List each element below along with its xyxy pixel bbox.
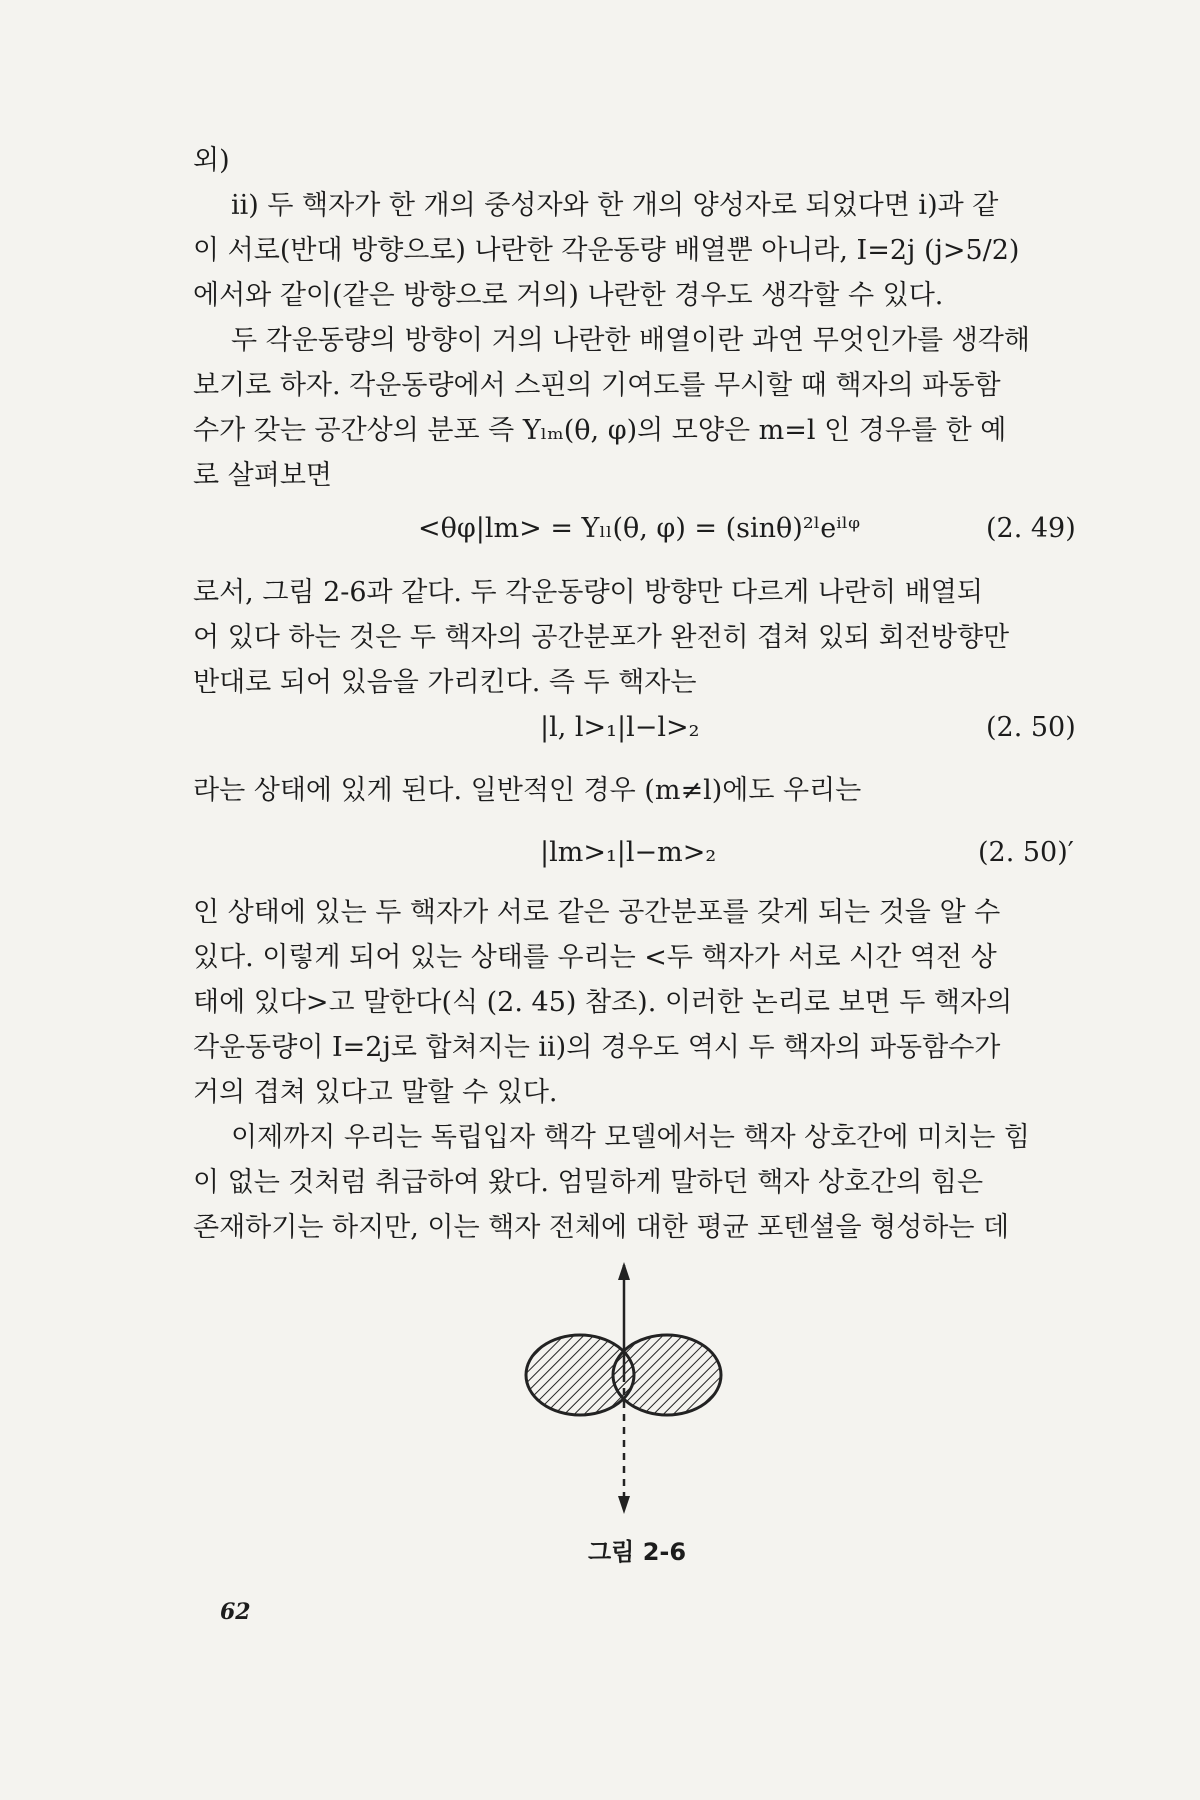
paragraph-figure-ref: [193, 570, 1075, 705]
text-line: 보기로 하자. 각운동량에서 스핀의 기여도를 무시할 때 핵자의 파동함: [193, 370, 1001, 401]
equation-number: (2. 50)′: [978, 837, 1074, 868]
equation-number: (2. 49): [986, 513, 1076, 544]
text-line: 이 서로(반대 방향으로) 나란한 각운동량 배열뿐 아니라, I=2j (j>5/2): [193, 235, 1020, 266]
text-line: 있다. 이렇게 되어 있는 상태를 우리는 <두 핵자가 서로 시간 역전 상: [193, 942, 997, 973]
equation-2-50: |l, l>₁|l−l>₂: [540, 712, 700, 743]
text-line: 외): [193, 145, 230, 176]
equation-2-50-prime: |lm>₁|l−m>₂: [540, 837, 717, 868]
paragraph-time-reversal: [193, 890, 1075, 1115]
text-line: 인 상태에 있는 두 핵자가 서로 같은 공간분포를 갖게 되는 것을 알 수: [193, 897, 1001, 928]
paragraph-ii: [193, 138, 1075, 318]
text-line: 수가 갖는 공간상의 분포 즉 Yₗₘ(θ, φ)의 모양은 m=l 인 경우를 한 예: [193, 415, 1007, 446]
text-line: 로서, 그림 2-6과 같다. 두 각운동량이 방향만 다르게 나란히 배열되: [193, 577, 983, 608]
down-arrowhead: [618, 1496, 630, 1514]
text-line: 두 각운동량의 방향이 거의 나란한 배열이란 과연 무엇인가를 생각해: [231, 325, 1030, 356]
paragraph-independent-particle: [193, 1115, 1075, 1250]
text-line: 로 살펴보면: [193, 460, 332, 491]
text-line: 거의 겹쳐 있다고 말할 수 있다.: [193, 1077, 558, 1108]
text-line: 태에 있다>고 말한다(식 (2. 45) 참조). 이러한 논리로 보면 두 핵자의: [193, 987, 1013, 1018]
equation-2-49: <θφ|lm> = Yₗₗ(θ, φ) = (sinθ)²ˡeⁱˡᵠ: [418, 513, 861, 544]
text-line: 어 있다 하는 것은 두 핵자의 공간분포가 완전히 겹쳐 있되 회전방향만: [193, 622, 1010, 653]
right-lobe: [613, 1335, 721, 1415]
up-arrowhead: [618, 1262, 630, 1280]
paragraph-general-case: [193, 768, 1075, 813]
page-number: 62: [220, 1599, 251, 1625]
text-line: 각운동량이 I=2j로 합쳐지는 ii)의 경우도 역시 두 핵자의 파동함수가: [193, 1032, 1001, 1063]
text-line: 이 없는 것처럼 취급하여 왔다. 엄밀하게 말하던 핵자 상호간의 힘은: [193, 1167, 984, 1198]
text-line: 에서와 같이(같은 방향으로 거의) 나란한 경우도 생각할 수 있다.: [193, 280, 944, 311]
equation-number: (2. 50): [986, 712, 1076, 743]
text-line: 이제까지 우리는 독립입자 핵각 모델에서는 핵자 상호간에 미치는 힘: [231, 1122, 1030, 1153]
figure-caption: 그림 2-6: [588, 1538, 687, 1566]
text-line: 라는 상태에 있게 된다. 일반적인 경우 (m≠l)에도 우리는: [193, 775, 862, 806]
text-line: ii) 두 핵자가 한 개의 중성자와 한 개의 양성자로 되었다면 i)과 같: [231, 190, 999, 221]
figure-2-6-diagram: [520, 1260, 730, 1520]
text-line: 존재하기는 하지만, 이는 핵자 전체에 대한 평균 포텐셜을 형성하는 데: [193, 1212, 1010, 1243]
text-line: 반대로 되어 있음을 가리킨다. 즉 두 핵자는: [193, 667, 697, 698]
paragraph-angular-momentum: [193, 318, 1075, 498]
